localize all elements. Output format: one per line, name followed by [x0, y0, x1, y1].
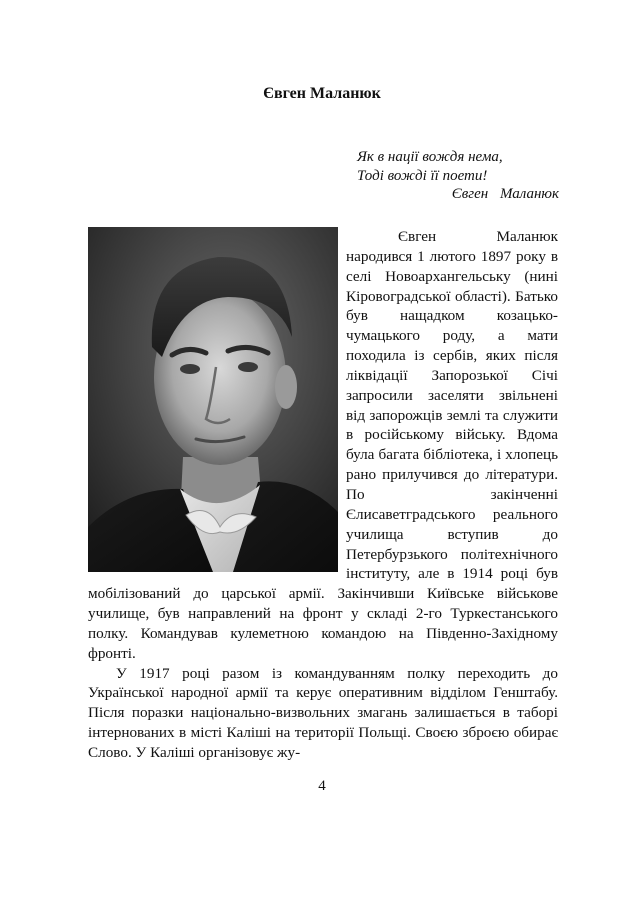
epigraph-author: Євген Маланюк [451, 186, 559, 202]
epigraph-line-2: Тоді вожді її поети! [357, 167, 488, 184]
paragraph-2: У 1917 році разом із командуванням полку переходить до Української народної армії та керує оперативним відділом Генштабу. Після поразки національно-визвольних змагань залишається в таборі інтернованих в місті Каліші на території Польщі. Своєю зброєю обирає Слово. У Каліші організовує жу- [88, 664, 558, 761]
biography-text [88, 227, 558, 763]
page-number: 4 [318, 778, 326, 794]
epigraph-line-1: Як в нації вождя нема, [357, 149, 503, 165]
epigraph [357, 148, 567, 204]
paragraph-1: Євген Маланюк народився 1 лютого 1897 року в селі Новоархангельську (нині Кіровоградської області). Батько був нащадком козацько-чумацького роду, а мати походила із сербів, яких після ліквідації Запорозької Січі запросили заселяти звільнені від запорожців землі та служити в російському війську. Вдома була багата бібліотека, і хлопець рано прилучився до літератури. По закінченні Єлисаветградського реального училища вступив до Петербурзького політехнічного інституту, але в 1914 році був мобілізований до царської армії. Закінчивши Київське військове училище, був направлений на фронт у складі 2-го Туркестанського полку. Командував кулеметною командою на Південно-Західному фронті. [88, 228, 558, 662]
photo-wrap-space [88, 227, 346, 576]
page-title: Євген Маланюк [263, 85, 381, 102]
